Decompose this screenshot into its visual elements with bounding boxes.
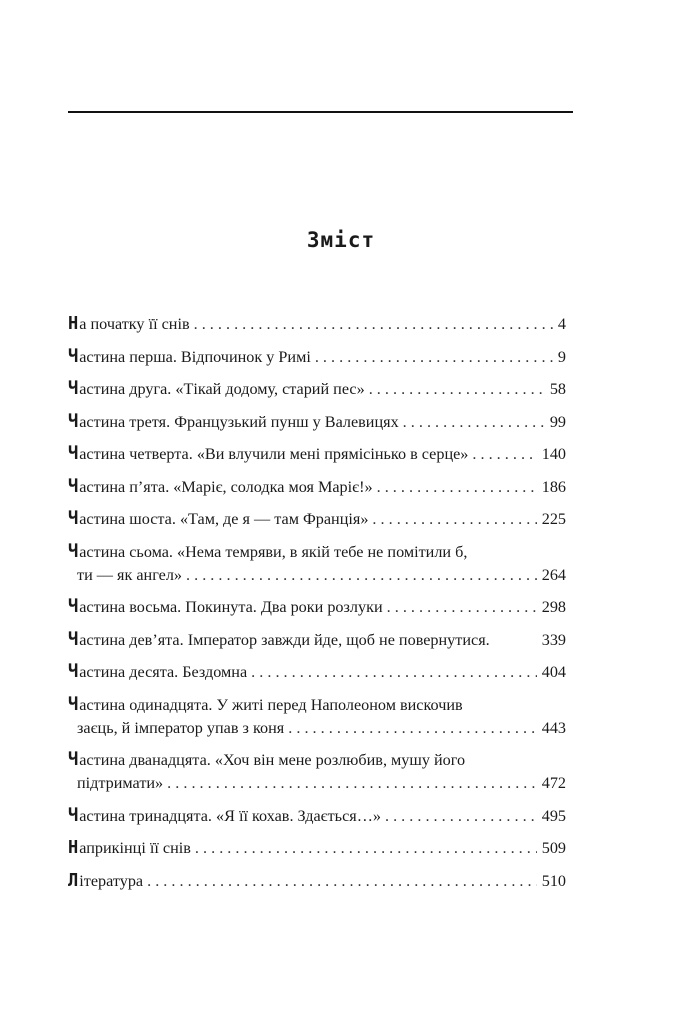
toc-entry-title: априкінці її снів: [79, 839, 191, 857]
toc-entry-line: [68, 694, 566, 717]
toc-entry[interactable]: [68, 629, 566, 652]
toc-entry-line: [68, 378, 566, 401]
dot-leader: [186, 564, 537, 587]
toc-entry[interactable]: [68, 378, 566, 401]
toc-entry-line: [68, 508, 566, 531]
decorative-initial: Л: [68, 869, 79, 891]
decorative-initial: Ч: [68, 508, 79, 530]
toc-entry-line: [68, 749, 566, 772]
toc-entry-title: астина десята. Бездомна: [79, 663, 248, 681]
decorative-initial: Н: [68, 313, 79, 335]
toc-page-number: 443: [541, 718, 566, 737]
toc-entry[interactable]: [68, 596, 566, 619]
decorative-initial: Ч: [68, 749, 79, 771]
page-title: Зміст: [306, 228, 376, 252]
toc-entry[interactable]: [68, 661, 566, 684]
toc-page-number: 404: [541, 663, 566, 681]
toc-entry-line: [68, 870, 566, 893]
dot-leader: [288, 717, 536, 740]
toc-page-number: 339: [541, 630, 566, 649]
dot-leader: [251, 661, 537, 684]
decorative-initial: Ч: [68, 378, 79, 400]
decorative-initial: Ч: [68, 693, 79, 715]
dot-leader: [372, 508, 536, 531]
toc-entry-continuation: [68, 717, 566, 740]
toc-entry-line: [68, 541, 566, 564]
toc-entry-title: астина дванадцята. «Хоч він мене розлюбив, мушу його: [79, 751, 466, 769]
toc-entry-title: астина п’ята. «Маріє, солодка моя Маріє!»: [79, 477, 373, 496]
decorative-initial: Ч: [68, 540, 79, 562]
toc-page-number: 186: [541, 477, 566, 496]
toc-entry[interactable]: [68, 749, 566, 795]
decorative-initial: Ч: [68, 443, 79, 465]
toc-entry-continuation: [68, 564, 566, 587]
toc-entry-line: [68, 661, 566, 684]
toc-entry[interactable]: [68, 694, 566, 740]
toc-entry-title: підтримати»: [77, 774, 164, 792]
toc-entry[interactable]: [68, 805, 566, 828]
toc-page-number: 99: [549, 412, 566, 431]
toc-entry[interactable]: [68, 508, 566, 531]
toc-entry-title: астина друга. «Тікай додому, старий пес»: [79, 380, 365, 398]
toc-entry-title: астина дев’ята. Імператор завжди йде, щоб не повернутися.: [79, 630, 490, 649]
toc-page-number: 4: [557, 315, 566, 333]
toc-entry-line: [68, 443, 566, 466]
decorative-initial: Ч: [68, 804, 79, 826]
toc-entry-title: астина четверта. «Ви влучили мені прямісінько в серце»: [79, 445, 469, 463]
toc-entry[interactable]: [68, 346, 566, 369]
toc-entry-title: ти — як ангел»: [77, 565, 183, 584]
toc-entry-continuation: [68, 772, 566, 795]
toc-entry-title: астина третя. Французький пунш у Валевицях: [79, 412, 399, 431]
toc-page-number: 140: [541, 445, 566, 463]
toc-entry-title: астина тринадцята. «Я її кохав. Здається…»: [79, 806, 381, 825]
toc-entry[interactable]: [68, 443, 566, 466]
toc-entry-title: заєць, й імператор упав з коня: [77, 718, 285, 737]
table-of-contents: [68, 313, 566, 902]
toc-page-number: 510: [541, 871, 566, 890]
dot-leader: [385, 805, 537, 828]
toc-entry-line: [68, 596, 566, 619]
decorative-initial: Н: [68, 837, 79, 859]
dot-leader: [377, 476, 537, 499]
toc-entry[interactable]: [68, 313, 566, 336]
toc-entry-line: [68, 411, 566, 434]
toc-entry-line: [68, 837, 566, 860]
dot-leader: [387, 596, 537, 619]
toc-entry-title: астина перша. Відпочинок у Римі: [79, 347, 311, 366]
top-rule: [68, 111, 573, 113]
toc-entry-line: [68, 346, 566, 369]
toc-page-number: 264: [541, 565, 566, 584]
toc-entry-title: астина восьма. Покинута. Два роки розлуки: [79, 598, 383, 616]
toc-page-number: 509: [541, 839, 566, 857]
dot-leader: [315, 346, 553, 369]
dot-leader: [403, 411, 545, 434]
dot-leader: [369, 378, 545, 401]
toc-page-number: 9: [557, 347, 566, 366]
toc-entry[interactable]: [68, 541, 566, 587]
dot-leader: [472, 443, 536, 466]
toc-page-number: 225: [541, 510, 566, 528]
toc-entry-line: [68, 313, 566, 336]
toc-page-number: 298: [541, 598, 566, 616]
toc-entry-line: [68, 805, 566, 828]
toc-entry-title: астина сьома. «Нема темряви, в якій тебе не помітили б,: [79, 542, 468, 561]
toc-page-number: 472: [541, 774, 566, 792]
decorative-initial: Ч: [68, 410, 79, 432]
dot-leader: [147, 870, 537, 893]
toc-entry[interactable]: [68, 870, 566, 893]
decorative-initial: Ч: [68, 661, 79, 683]
toc-page-number: 495: [541, 806, 566, 825]
toc-entry-title: ітература: [79, 871, 144, 890]
toc-entry-title: астина шоста. «Там, де я — там Франція»: [79, 510, 369, 528]
toc-entry-title: астина одинадцята. У житі перед Наполеоном вискочив: [79, 695, 463, 714]
dot-leader: [195, 837, 537, 860]
toc-entry[interactable]: [68, 411, 566, 434]
toc-entry[interactable]: [68, 837, 566, 860]
dot-leader: [194, 313, 553, 336]
toc-entry-line: [68, 629, 566, 652]
decorative-initial: Ч: [68, 475, 79, 497]
dot-leader: [167, 772, 537, 795]
toc-page-number: 58: [549, 380, 566, 398]
decorative-initial: Ч: [68, 345, 79, 367]
decorative-initial: Ч: [68, 628, 79, 650]
toc-entry-line: [68, 476, 566, 499]
toc-entry-title: а початку її снів: [79, 315, 190, 333]
toc-entry[interactable]: [68, 476, 566, 499]
decorative-initial: Ч: [68, 596, 79, 618]
